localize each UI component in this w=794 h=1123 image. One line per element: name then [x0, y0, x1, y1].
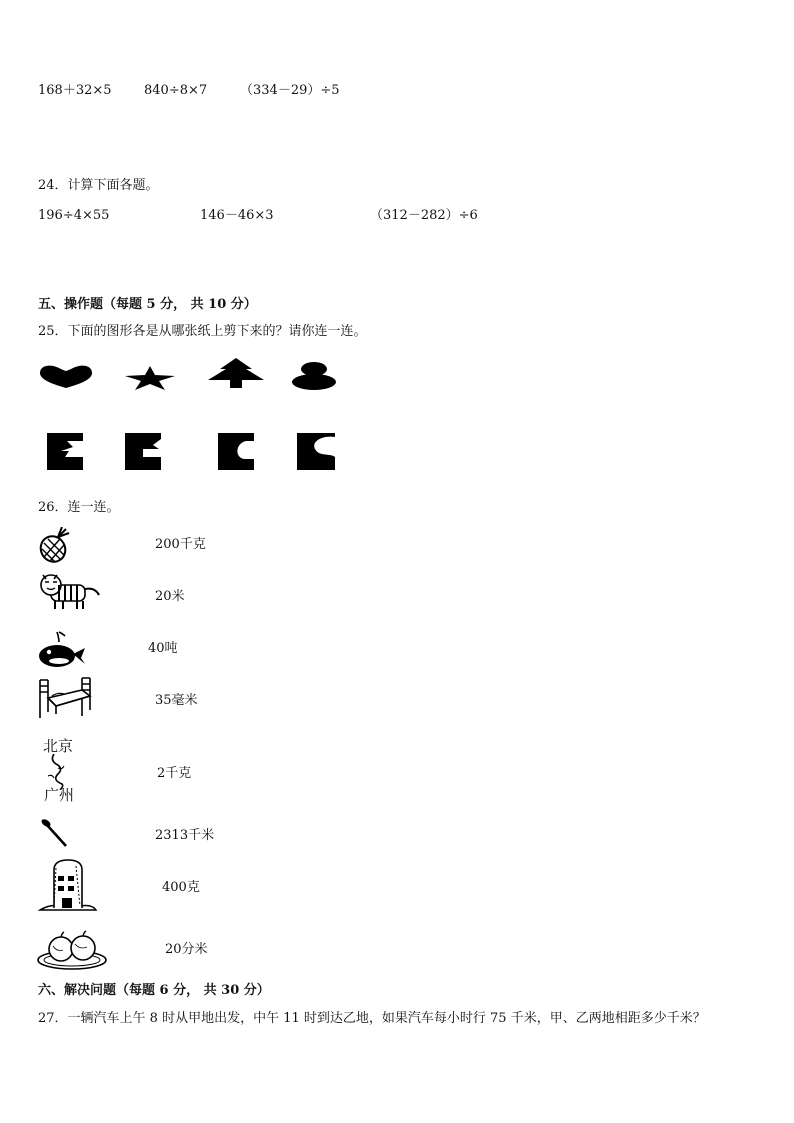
heart-icon [39, 364, 93, 390]
section5-title: 五、操作题（每题 5 分， 共 10 分） [38, 297, 257, 312]
unit-label-1: 200千克 [155, 537, 206, 552]
map-route-icon [44, 754, 70, 790]
paper-arc-icon [218, 433, 254, 470]
pineapple-icon [38, 527, 72, 563]
unit-label-6: 2313千米 [155, 828, 215, 843]
q24-title: 24．计算下面各题。 [38, 178, 159, 193]
q26-title: 26．连一连。 [38, 500, 120, 515]
whale-icon [37, 630, 85, 670]
q24-expression-3: （312－282）÷6 [370, 208, 478, 223]
apples-plate-icon [37, 930, 107, 970]
q23-expression-2: 840÷8×7 [144, 83, 208, 98]
q27-text: 27．一辆汽车上午 8 时从甲地出发，中午 11 时到达乙地，如果汽车每小时行 75 千米，甲、乙两地相距多少千米？ [38, 1011, 706, 1026]
q24-expression-1: 196÷4×55 [38, 208, 110, 223]
unit-label-3: 40吨 [148, 641, 178, 656]
q25-title: 25．下面的图形各是从哪张纸上剪下来的？请你连一连。 [38, 324, 367, 339]
star-icon [125, 366, 175, 390]
unit-label-2: 20米 [155, 589, 185, 604]
building-icon [38, 858, 98, 912]
section6-title: 六、解决问题（每题 6 分， 共 30 分） [38, 983, 270, 998]
paper-wave-icon [297, 433, 335, 470]
tree-arrow-icon [208, 358, 264, 388]
map-label-beijing: 北京 [43, 737, 74, 755]
bed-icon [38, 676, 92, 720]
tiger-icon [37, 573, 101, 611]
paper-step-icon [125, 433, 161, 470]
unit-label-7: 400克 [162, 880, 200, 895]
q24-expression-2: 146－46×3 [200, 208, 274, 223]
paper-zigzag-icon [47, 433, 83, 470]
q23-expression-3: （334－29）÷5 [240, 83, 340, 98]
unit-label-4: 35毫米 [155, 693, 198, 708]
unit-label-5: 2千克 [157, 766, 192, 781]
map-label-guangzhou: 广州 [44, 786, 75, 804]
q23-expression-1: 168＋32×5 [38, 83, 112, 98]
unit-label-8: 20分米 [165, 942, 208, 957]
gourd-icon [292, 362, 336, 390]
nail-icon [40, 818, 68, 848]
